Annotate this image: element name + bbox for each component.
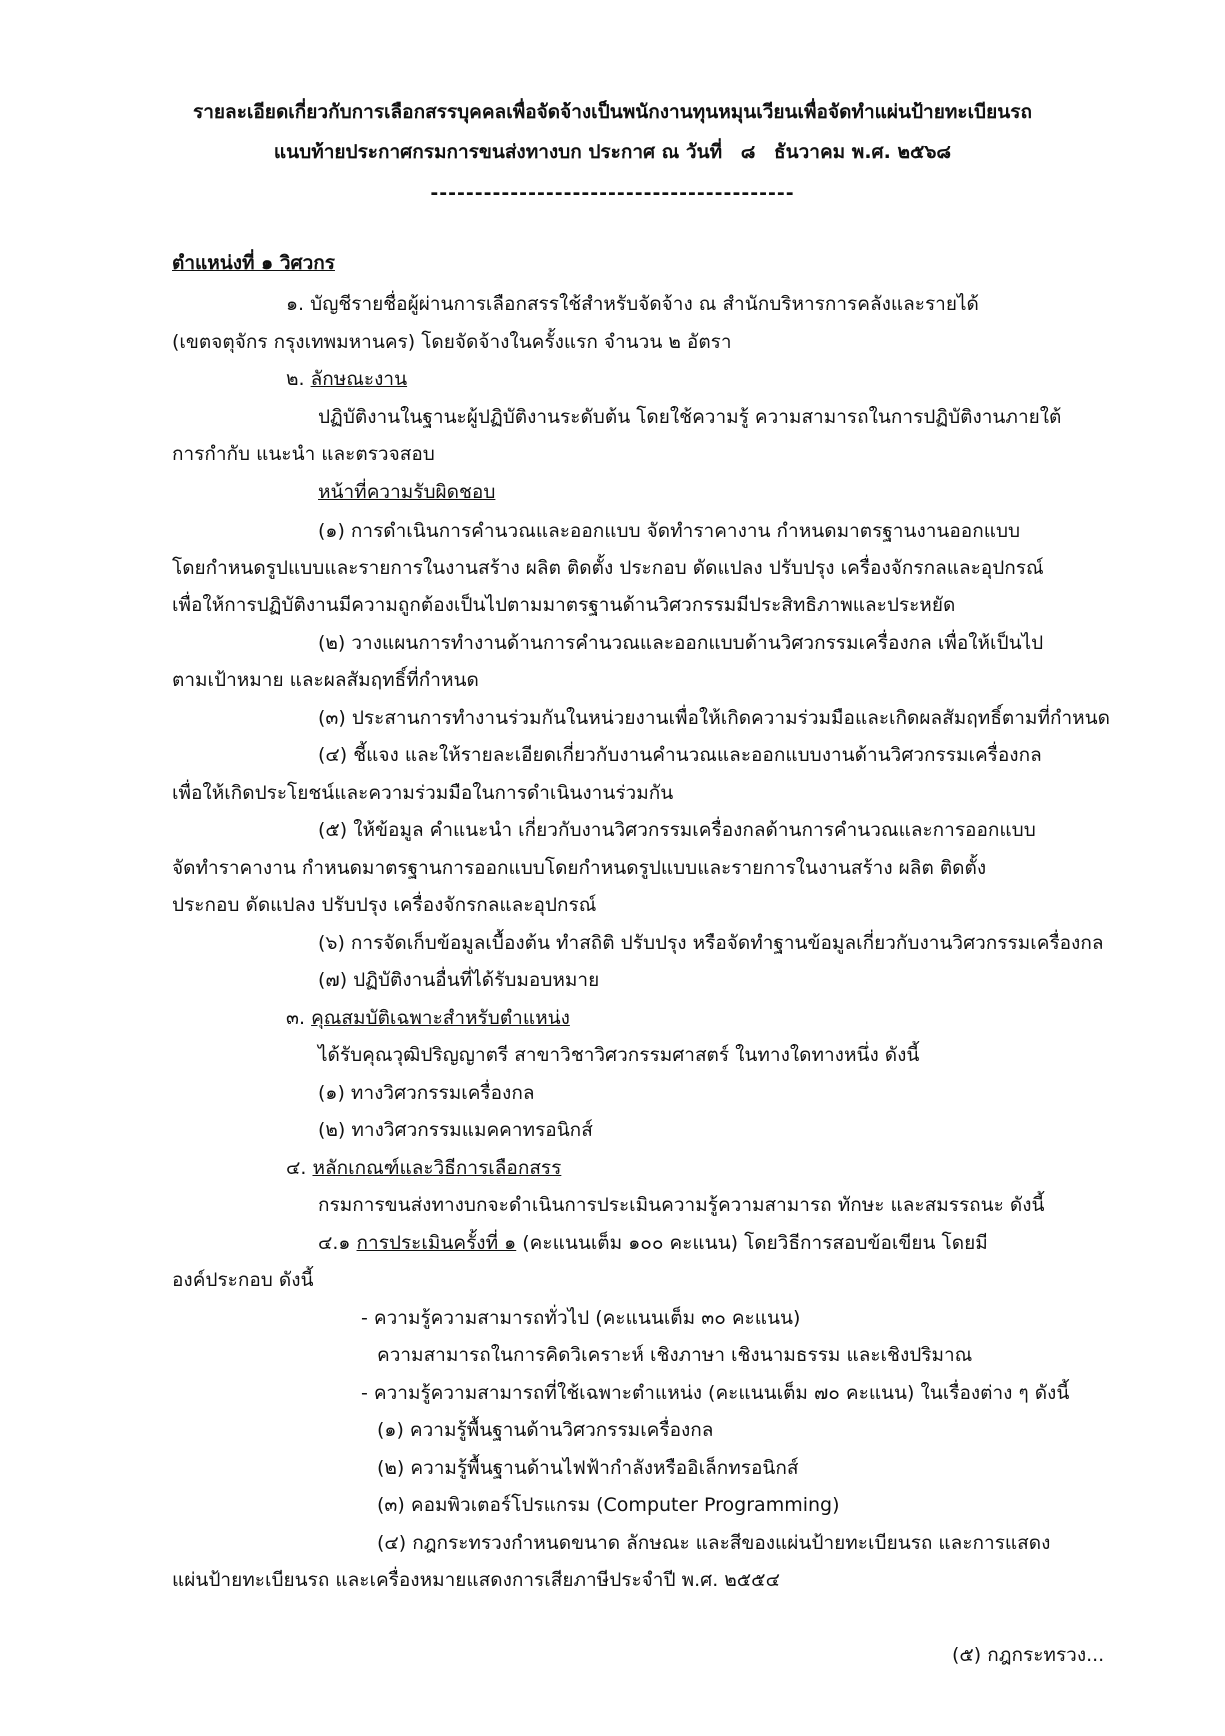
body-line: (๕) ให้ข้อมูล คำแนะนำ เกี่ยวกับงานวิศวกรรมเครื่องกลด้านการคำนวณและการออกแบบ [318, 819, 1036, 841]
document-title-line1: รายละเอียดเกี่ยวกับการเลือกสรรบุคคลเพื่อจัดจ้างเป็นพนักงานทุนหมุนเวียนเพื่อจัดทำแผ่นป้ายทะเบียนรถ [193, 101, 1032, 123]
body-line: ๑. บัญชีรายชื่อผู้ผ่านการเลือกสรรใช้สำหรับจัดจ้าง ณ สำนักบริหารการคลังและรายได้ [286, 293, 979, 315]
title-date-suffix: ธันวาคม พ.ศ. ๒๕๖๘ [774, 141, 952, 163]
body-line: (๒) ความรู้พื้นฐานด้านไฟฟ้ากำลังหรืออิเล็กทรอนิกส์ [377, 1457, 799, 1479]
body-line: โดยกำหนดรูปแบบและรายการในงานสร้าง ผลิต ติดตั้ง ประกอบ ดัดแปลง ปรับปรุง เครื่องจักรกลและอุปกรณ์ [172, 557, 1044, 579]
title-divider: ----------------------------------------- [430, 182, 795, 204]
item-heading: ลักษณะงาน [310, 368, 408, 390]
body-line: (๓) ประสานการทำงานร่วมกันในหน่วยงานเพื่อให้เกิดความร่วมมือและเกิดผลสัมฤทธิ์ตามที่กำหนด [318, 707, 1110, 729]
body-line: (๑) ความรู้พื้นฐานด้านวิศวกรรมเครื่องกล [377, 1419, 714, 1441]
body-line: ได้รับคุณวุฒิปริญญาตรี สาขาวิชาวิศวกรรมศาสตร์ ในทางใดทางหนึ่ง ดังนี้ [318, 1044, 920, 1066]
body-line: (๔) ชี้แจง และให้รายละเอียดเกี่ยวกับงานคำนวณและออกแบบงานด้านวิศวกรรมเครื่องกล [318, 744, 1042, 766]
body-line: (๒) ทางวิศวกรรมแมคคาทรอนิกส์ [318, 1119, 593, 1141]
page-continuation: (๕) กฎกระทรวง... [952, 1644, 1105, 1666]
body-line: (๔) กฎกระทรวงกำหนดขนาด ลักษณะ และสีของแผ่นป้ายทะเบียนรถ และการแสดง [377, 1532, 1051, 1554]
item-2-heading [286, 364, 407, 394]
item-number: ๒. [286, 368, 305, 390]
body-line: แผ่นป้ายทะเบียนรถ และเครื่องหมายแสดงการเสียภาษีประจำปี พ.ศ. ๒๕๕๔ [172, 1569, 780, 1591]
body-line: (๑) ทางวิศวกรรมเครื่องกล [318, 1082, 535, 1104]
item-heading: หลักเกณฑ์และวิธีการเลือกสรร [312, 1157, 562, 1179]
item-number: ๔. [286, 1157, 307, 1179]
body-line: - ความรู้ความสามารถทั่วไป (คะแนนเต็ม ๓๐ คะแนน) [361, 1307, 801, 1329]
item-number: ๓. [286, 1007, 306, 1029]
item-4-heading [286, 1153, 561, 1183]
item-heading: การประเมินครั้งที่ ๑ [356, 1232, 517, 1254]
item-heading: คุณสมบัติเฉพาะสำหรับตำแหน่ง [311, 1007, 570, 1029]
body-line: เพื่อให้การปฏิบัติงานมีความถูกต้องเป็นไปตามมาตรฐานด้านวิศวกรรมมีประสิทธิภาพและประหยัด [172, 594, 956, 616]
item-number: ๔.๑ [318, 1232, 351, 1254]
title-date-day: ๘ [740, 141, 756, 163]
item-4-1-line [318, 1228, 988, 1258]
body-line: กรมการขนส่งทางบกจะดำเนินการประเมินความรู้ความสามารถ ทักษะ และสมรรถนะ ดังนี้ [318, 1194, 1045, 1216]
body-line: ประกอบ ดัดแปลง ปรับปรุง เครื่องจักรกลและอุปกรณ์ [172, 894, 597, 916]
item-text: (คะแนนเต็ม ๑๐๐ คะแนน) โดยวิธีการสอบข้อเขียน โดยมี [522, 1232, 988, 1254]
body-line: (เขตจตุจักร กรุงเทพมหานคร) โดยจัดจ้างในครั้งแรก จำนวน ๒ อัตรา [172, 331, 732, 353]
position-heading: ตำแหน่งที่ ๑ วิศวกร [172, 252, 335, 274]
body-line: (๑) การดำเนินการคำนวณและออกแบบ จัดทำราคางาน กำหนดมาตรฐานงานออกแบบ [318, 520, 1021, 542]
body-line: (๖) การจัดเก็บข้อมูลเบื้องต้น ทำสถิติ ปรับปรุง หรือจัดทำฐานข้อมูลเกี่ยวกับงานวิศวกรรมเครื่องกล [318, 932, 1104, 954]
body-line: (๗) ปฏิบัติงานอื่นที่ได้รับมอบหมาย [318, 969, 600, 991]
duties-heading: หน้าที่ความรับผิดชอบ [318, 481, 496, 503]
body-line: (๓) คอมพิวเตอร์โปรแกรม (Computer Programming) [377, 1494, 840, 1516]
body-line: จัดทำราคางาน กำหนดมาตรฐานการออกแบบโดยกำหนดรูปแบบและรายการในงานสร้าง ผลิต ติดตั้ง [172, 857, 987, 879]
body-line: (๒) วางแผนการทำงานด้านการคำนวณและออกแบบด้านวิศวกรรมเครื่องกล เพื่อให้เป็นไป [318, 632, 1044, 654]
body-line: ปฏิบัติงานในฐานะผู้ปฏิบัติงานระดับต้น โดยใช้ความรู้ ความสามารถในการปฏิบัติงานภายใต้ [318, 406, 1062, 428]
body-line: องค์ประกอบ ดังนี้ [172, 1269, 314, 1291]
title-date-prefix: แนบท้ายประกาศกรมการขนส่งทางบก ประกาศ ณ วันที่ [273, 141, 723, 163]
document-title-line2 [0, 137, 1225, 167]
body-line: ตามเป้าหมาย และผลสัมฤทธิ์ที่กำหนด [172, 669, 479, 691]
body-line: การกำกับ แนะนำ และตรวจสอบ [172, 443, 435, 465]
body-line: - ความรู้ความสามารถที่ใช้เฉพาะตำแหน่ง (คะแนนเต็ม ๗๐ คะแนน) ในเรื่องต่าง ๆ ดังนี้ [361, 1382, 1070, 1404]
body-line: เพื่อให้เกิดประโยชน์และความร่วมมือในการดำเนินงานร่วมกัน [172, 782, 674, 804]
body-line: ความสามารถในการคิดวิเคราะห์ เชิงภาษา เชิงนามธรรม และเชิงปริมาณ [377, 1344, 973, 1366]
item-3-heading [286, 1003, 570, 1033]
